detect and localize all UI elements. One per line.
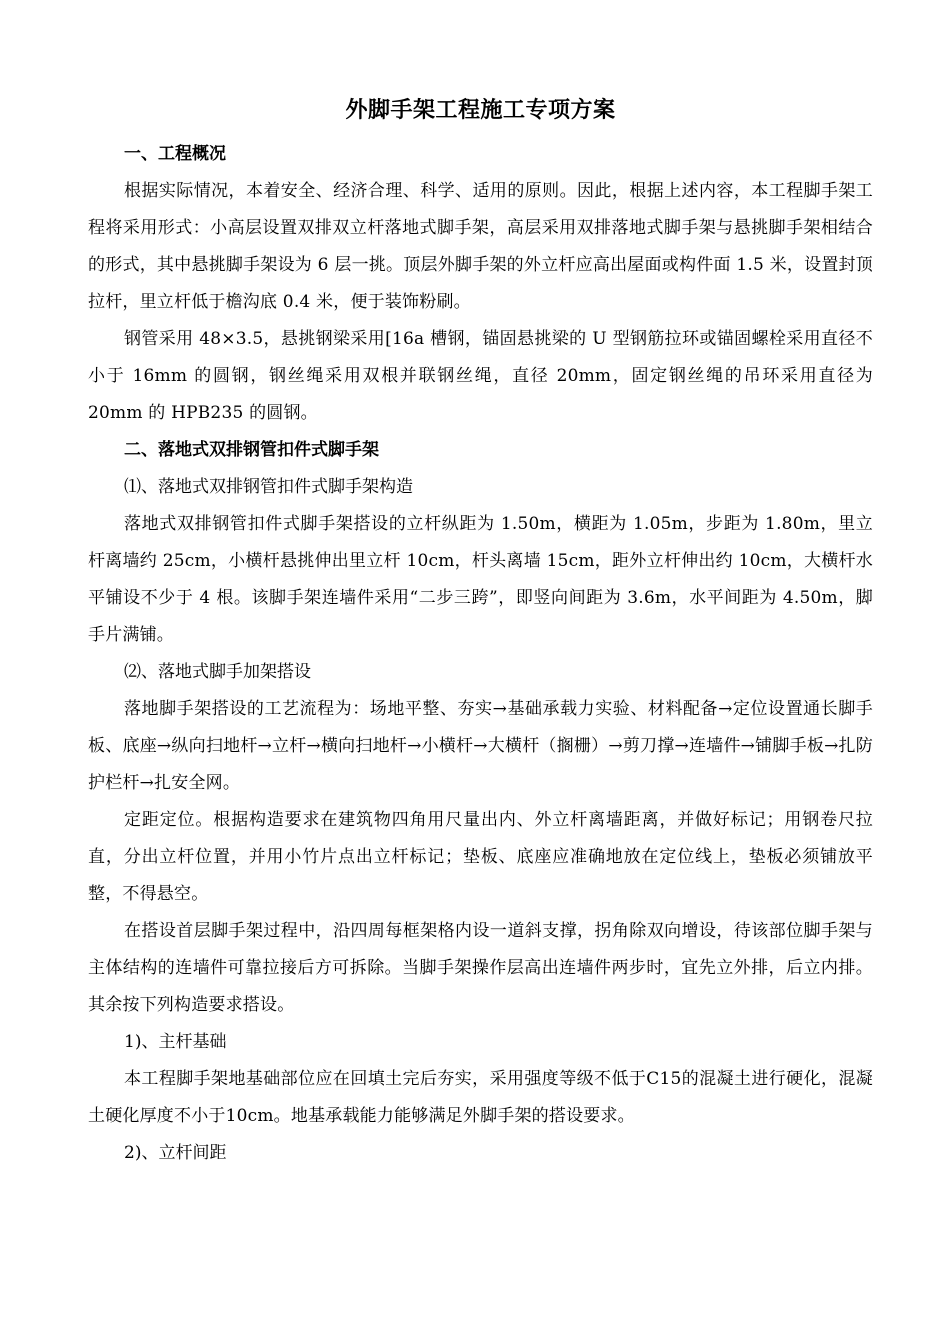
paragraph-overview-1: 根据实际情况，本着安全、经济合理、科学、适用的原则。因此，根据上述内容，本工程脚手架工程将采用形式：小高层设置双排双立杆落地式脚手架，高层采用双排落地式脚手架与悬挑脚手架相结合的形式，其中悬挑脚手架设为 6 层一挑。顶层外脚手架的外立杆应高出屋面或构件面 1.5 米，设置封顶拉杆，里立杆低于檐沟底 0.4 米，便于装饰粉刷。 <box>88 181 873 312</box>
paragraph-first-floor: 在搭设首层脚手架过程中，沿四周每框架格内设一道斜支撑，拐角除双向增设，待该部位脚手架与主体结构的连墙件可靠拉接后方可拆除。当脚手架操作层高出连墙件两步时，宜先立外排，后立内排。其余按下列构造要求搭设。 <box>88 921 873 1015</box>
paragraph-process-flow: 落地脚手架搭设的工艺流程为：场地平整、夯实→基础承载力实验、材料配备→定位设置通长脚手板、底座→纵向扫地杆→立杆→横向扫地杆→小横杆→大横杆（搁栅）→剪刀撑→连墙件→铺脚手板→扎防护栏杆→扎安全网。 <box>88 699 873 793</box>
paragraph-construction: 落地式双排钢管扣件式脚手架搭设的立杆纵距为 1.50m，横距为 1.05m，步距为 1.80m，里立杆离墙约 25cm，小横杆悬挑伸出里立杆 10cm，杆头离墙 15cm，距外立杆伸出约 10cm，大横杆水平铺设不少于 4 根。该脚手架连墙件采用“二步三跨”，即竖向间距为 3.6m，水平间距为 4.50m，脚手片满铺。 <box>88 514 873 645</box>
item-heading-spacing: 2)、立杆间距 <box>124 1143 227 1163</box>
document-page <box>88 90 873 1172</box>
document-title: 外脚手架工程施工专项方案 <box>345 97 616 123</box>
item-heading-foundation: 1)、主杆基础 <box>124 1032 227 1052</box>
paragraph-foundation: 本工程脚手架地基础部位应在回填土完后夯实，采用强度等级不低于C15的混凝土进行硬化，混凝土硬化厚度不小于10cm。地基承载能力能够满足外脚手架的搭设要求。 <box>88 1069 873 1126</box>
subheading-construction: ⑴、落地式双排钢管扣件式脚手架构造 <box>124 477 413 497</box>
paragraph-positioning: 定距定位。根据构造要求在建筑物四角用尺量出内、外立杆离墙距离，并做好标记；用钢卷尺拉直，分出立杆位置，并用小竹片点出立杆标记；垫板、底座应准确地放在定位线上，垫板必须铺放平整，不得悬空。 <box>88 810 873 904</box>
paragraph-overview-2: 钢管采用 48×3.5，悬挑钢梁采用[16a 槽钢，锚固悬挑梁的 U 型钢筋拉环或锚固螺栓采用直径不小于 16mm 的圆钢，钢丝绳采用双根并联钢丝绳，直径 20mm，固定钢丝绳的吊环采用直径为 20mm 的 HPB235 的圆钢。 <box>88 329 873 423</box>
section-heading-scaffold: 二、落地式双排钢管扣件式脚手架 <box>124 440 379 460</box>
subheading-erection: ⑵、落地式脚手加架搭设 <box>124 662 311 682</box>
section-heading-overview: 一、工程概况 <box>124 144 226 164</box>
